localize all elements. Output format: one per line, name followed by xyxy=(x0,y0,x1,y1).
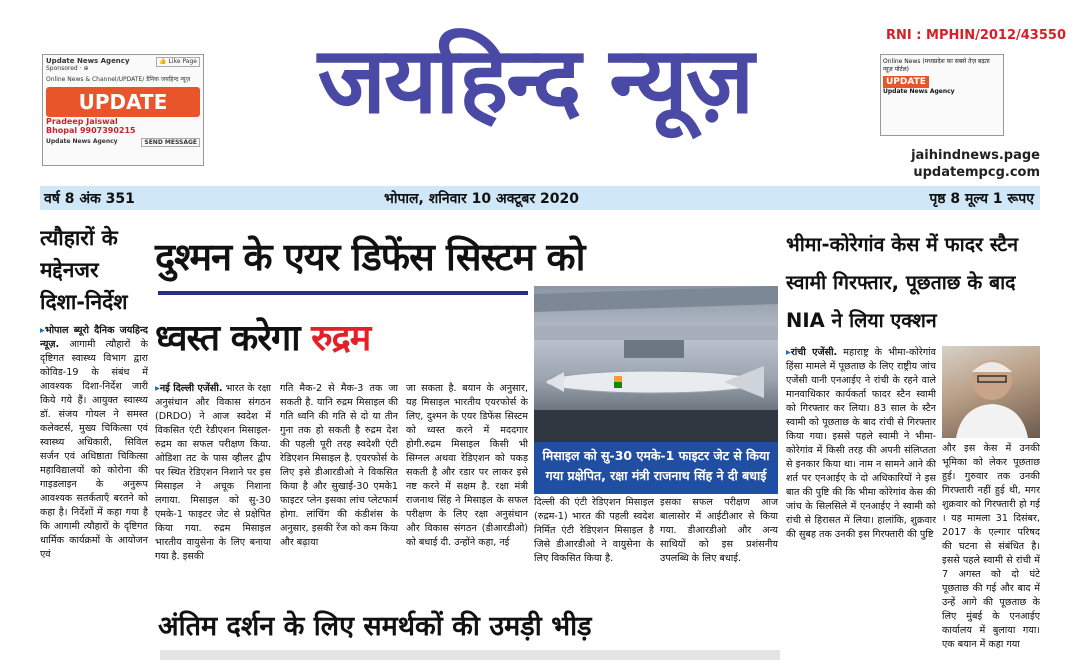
triangle-icon: ▸ xyxy=(155,383,160,394)
masthead-title: जयहिन्द न्यूज़ xyxy=(317,27,753,134)
headline-rule xyxy=(158,291,528,295)
left-story-dateline: भोपाल ब्यूरो दैनिक जयहिन्द न्यूज़. xyxy=(40,325,148,350)
missile-photo xyxy=(534,286,778,442)
bottom-strip xyxy=(160,650,780,660)
ad-contact-phone: Bhopal 9907390215 xyxy=(46,126,136,135)
right-story-col1 xyxy=(786,346,936,660)
right-story-col1-text: महाराष्ट्र के भीमा-कोरेगांव हिंसा मामले में पूछताछ के लिए राष्ट्रीय जांच एजेंसी यानी एनआईए ने रांची के रहने वाले मानवाधिकार कार्यकर्ता फादर स्टैन स्वामी को गिरफ्तार कर लिया। 83 साल के स्टैन स्वामी को पूछताछ के बाद रांची से गिरफ्तार किया गया। इससे पहले स्वामी ने भीमा-कोरेगांव में किसी तरह की अपनी संलिप्तता से इनकार किया था। नाम न सामने आने की शर्त पर एनआईए के दो अधिकारियों ने इस बात की पुष्टि की कि भीमा कोरेगांव केस की जांच के सिलसिले में एनआईए ने स्वामी को रांची से हिरासत में लिया। हालांकि, शुक्रवार की सुबह तक उनकी इस गिरफ्तारी की पुष्टि xyxy=(786,347,936,540)
left-story-headline: त्यौहारों के मद्देनजर दिशा-निर्देश xyxy=(40,226,128,314)
right-story-col2: और इस केस में उनकी भूमिका को लेकर पूछताछ हुई। गुरुवार तक उनकी गिरफ्तारी नहीं हुई थी, मगर शुक्रवार को गिरफ्तारी हो गई । यह मामला 31 दिसंबर, 2017 के एल्गार परिषद की घटना से संबंधित है। इससे पहले स्वामी से रांची में 7 अगस्त को दो घंटे पूछताछ की गई और बाद में उन्हें आगे की पूछताछ के लिए मुंबई के एनआईए कार्यालय में बुलाया गया। एक बयान में कहा गया xyxy=(942,443,1040,650)
left-story xyxy=(40,222,148,660)
main-story-col1-text: भारत के रक्षा अनुसंधान और विकास संगठन (DRDO) ने आज स्वदेश में विकसित एंटी रेडीएशन मिसाइल- रुद्रम का सफल परीक्षण किया. ओडिशा तट के पास व्हीलर द्वीप पर स्थित रेडिएशन निशाने पर इस मिसाइल ने अचूक निशाना लगाया. मिसाइल को सु-30 एमके-1 फाइटर जेट से प्रक्षेपित किया गया. रुद्रम मिसाइल भारतीय वायुसेना के लिए बनाया गया है. इसकी xyxy=(155,383,271,562)
right-story-headline: भीमा-कोरेगांव केस में फादर स्टैन स्वामी गिरफ्तार, पूछताछ के बाद NIA ने लिया एक्शन xyxy=(786,233,1019,332)
main-story-col4: दिल्ली की एंटी रेडिएशन मिसाइल (रुद्रम-1) भारत की पहली स्वदेश निर्मित एंटी रेडिएशन मिसाइल है जिसे डीआरडीओ ने वायुसेना के लिए विकसित किया है. xyxy=(534,497,654,564)
triangle-icon: ▸ xyxy=(40,325,45,336)
main-headline-line1: दुश्मन के एयर डिफेंस सिस्टम को xyxy=(155,235,585,279)
main-headline-highlight: रुद्रम xyxy=(311,318,371,359)
photo-caption: मिसाइल को सु-30 एमके-1 फाइटर जेट से किया गया प्रक्षेपित, रक्षा मंत्री राजनाथ सिंह ने दी बधाई xyxy=(534,442,778,494)
website-link-2[interactable]: updatempcg.com xyxy=(913,165,1040,180)
right-story-dateline: रांची एजेंसी. xyxy=(790,347,838,358)
ad-description: Online News & Channel/UPDATE/ डैनिक जयहिन्द न्यूज़ xyxy=(46,76,191,83)
main-story-col1 xyxy=(155,382,271,602)
ad-update-news-right[interactable] xyxy=(880,54,1004,136)
like-page-button[interactable] xyxy=(156,57,200,67)
portrait-illustration xyxy=(942,346,1040,438)
missile-illustration xyxy=(534,286,778,442)
left-story-text: आगामी त्यौहारों के दृष्टिगत स्वास्थ्य विभाग द्वारा कोविड-19 के संबंध में आवश्यक दिशा-निर्देश जारी किये गये हैं। आयुक्त स्वास्थ्य डॉ. संजय गोयल ने समस्त कलेक्टर्स, मुख्य चिकित्सा एवं स्वास्थ्य अधिकारी, सिविल सर्जन एवं अधिष्ठाता चिकित्सा महाविद्यालयों को कोरोना की गाइडलाइन के अनुरूप आवश्यक सतर्कताएँ बरतने को कहा है। निर्देशों में कहा गया है कि आगामी त्यौहारों के दृष्टिगत धार्मिक कार्यक्रमों के आयोजन एवं xyxy=(40,339,148,560)
ad-right-logo: UPDATE xyxy=(883,76,929,88)
ad-logo: UPDATE xyxy=(46,87,200,117)
website-link[interactable]: jaihindnews.page xyxy=(911,148,1040,163)
send-message-button[interactable]: SEND MESSAGE xyxy=(141,138,200,147)
thumb-icon: 👍 xyxy=(159,58,167,65)
main-story-col3: जा सकता है. बयान के अनुसार, यह मिसाइल भारतीय एयरफोर्स के लिए, दुश्मन के एयर डिफेंस सिस्टम को ध्वस्त करने में मददगार होगी.रुद्रम मिसाइल किसी भी सिग्नल अथवा रेडिएशन को पकड़ सकती है और रडार पर लाकर इसे नष्ट करने में सक्षम है. रक्षा मंत्री राजनाथ सिंह ने मिसाइल के सफल परीक्षण के लिए रक्षा अनुसंधान और विकास संगठन (डीआरडीओ) को बधाई दी. उन्होंने कहा, नई xyxy=(406,383,528,548)
date-strip xyxy=(40,186,1040,210)
main-headline-text: ध्वस्त करेगा xyxy=(155,318,300,359)
main-story-col2: गति मैक-2 से मैक-3 तक जा सकती है. यानि रुद्रम मिसाइल की गति ध्वनि की गति से दो या तीन गुना तक हो सकती है रुद्रम देश की पहली पूरी तरह स्वदेशी एंटी रेडिएशन मिसाइल है. एयरफोर्स के लिए इसे डीआरडीओ ने विकसित किया है और सुखाई-30 एमके1 फाइटर प्लेन इसका लांच प्लेटफार्म होगा. लांचिंग की कंडीशंस के अनुसार, इसकी रेंज को कम किया और बढ़ाया xyxy=(280,383,398,548)
left-story-body xyxy=(40,324,148,562)
page-price: पृष्ठ 8 मूल्य 1 रूपए xyxy=(929,191,1034,207)
stan-swamy-photo xyxy=(942,346,1040,438)
ad-right-description: Online News (मध्यप्रदेश का सबसे तेज़ बढ़ता न्यूज़ पोर्टल) xyxy=(883,58,990,73)
ad-right-agency: Update News Agency xyxy=(883,88,955,95)
main-headline-line2 xyxy=(155,312,370,361)
dateline-bhopal: भोपाल, शनिवार 10 अक्टूबर 2020 xyxy=(384,191,579,207)
main-story-col5: इसका सफल परीक्षण आज बालासोर में आईटीआर से किया गया. डीआरडीओ और अन्य साथियों को इस प्रशंसनीय उपलब्धि के लिए बधाई. xyxy=(660,497,778,564)
main-story-dateline: नई दिल्ली एजेंसी. xyxy=(159,383,223,394)
ad-contact-name: Pradeep Jaiswal xyxy=(46,117,118,126)
ad-update-news-left[interactable] xyxy=(42,54,204,166)
ad-header: Update News Agency xyxy=(46,57,130,65)
like-page-label: Like Page xyxy=(168,58,197,65)
ad-footer: Update News Agency xyxy=(46,138,118,145)
rni-number: RNI : MPHIN/2012/43550 xyxy=(886,28,1066,43)
bottom-headline: अंतिम दर्शन के लिए समर्थकों की उमड़ी भीड़ xyxy=(158,611,592,642)
ad-sponsored: Sponsored · ⊕ xyxy=(46,65,89,72)
triangle-icon: ▸ xyxy=(786,347,791,358)
issue-number: वर्ष 8 अंक 351 xyxy=(44,191,135,207)
